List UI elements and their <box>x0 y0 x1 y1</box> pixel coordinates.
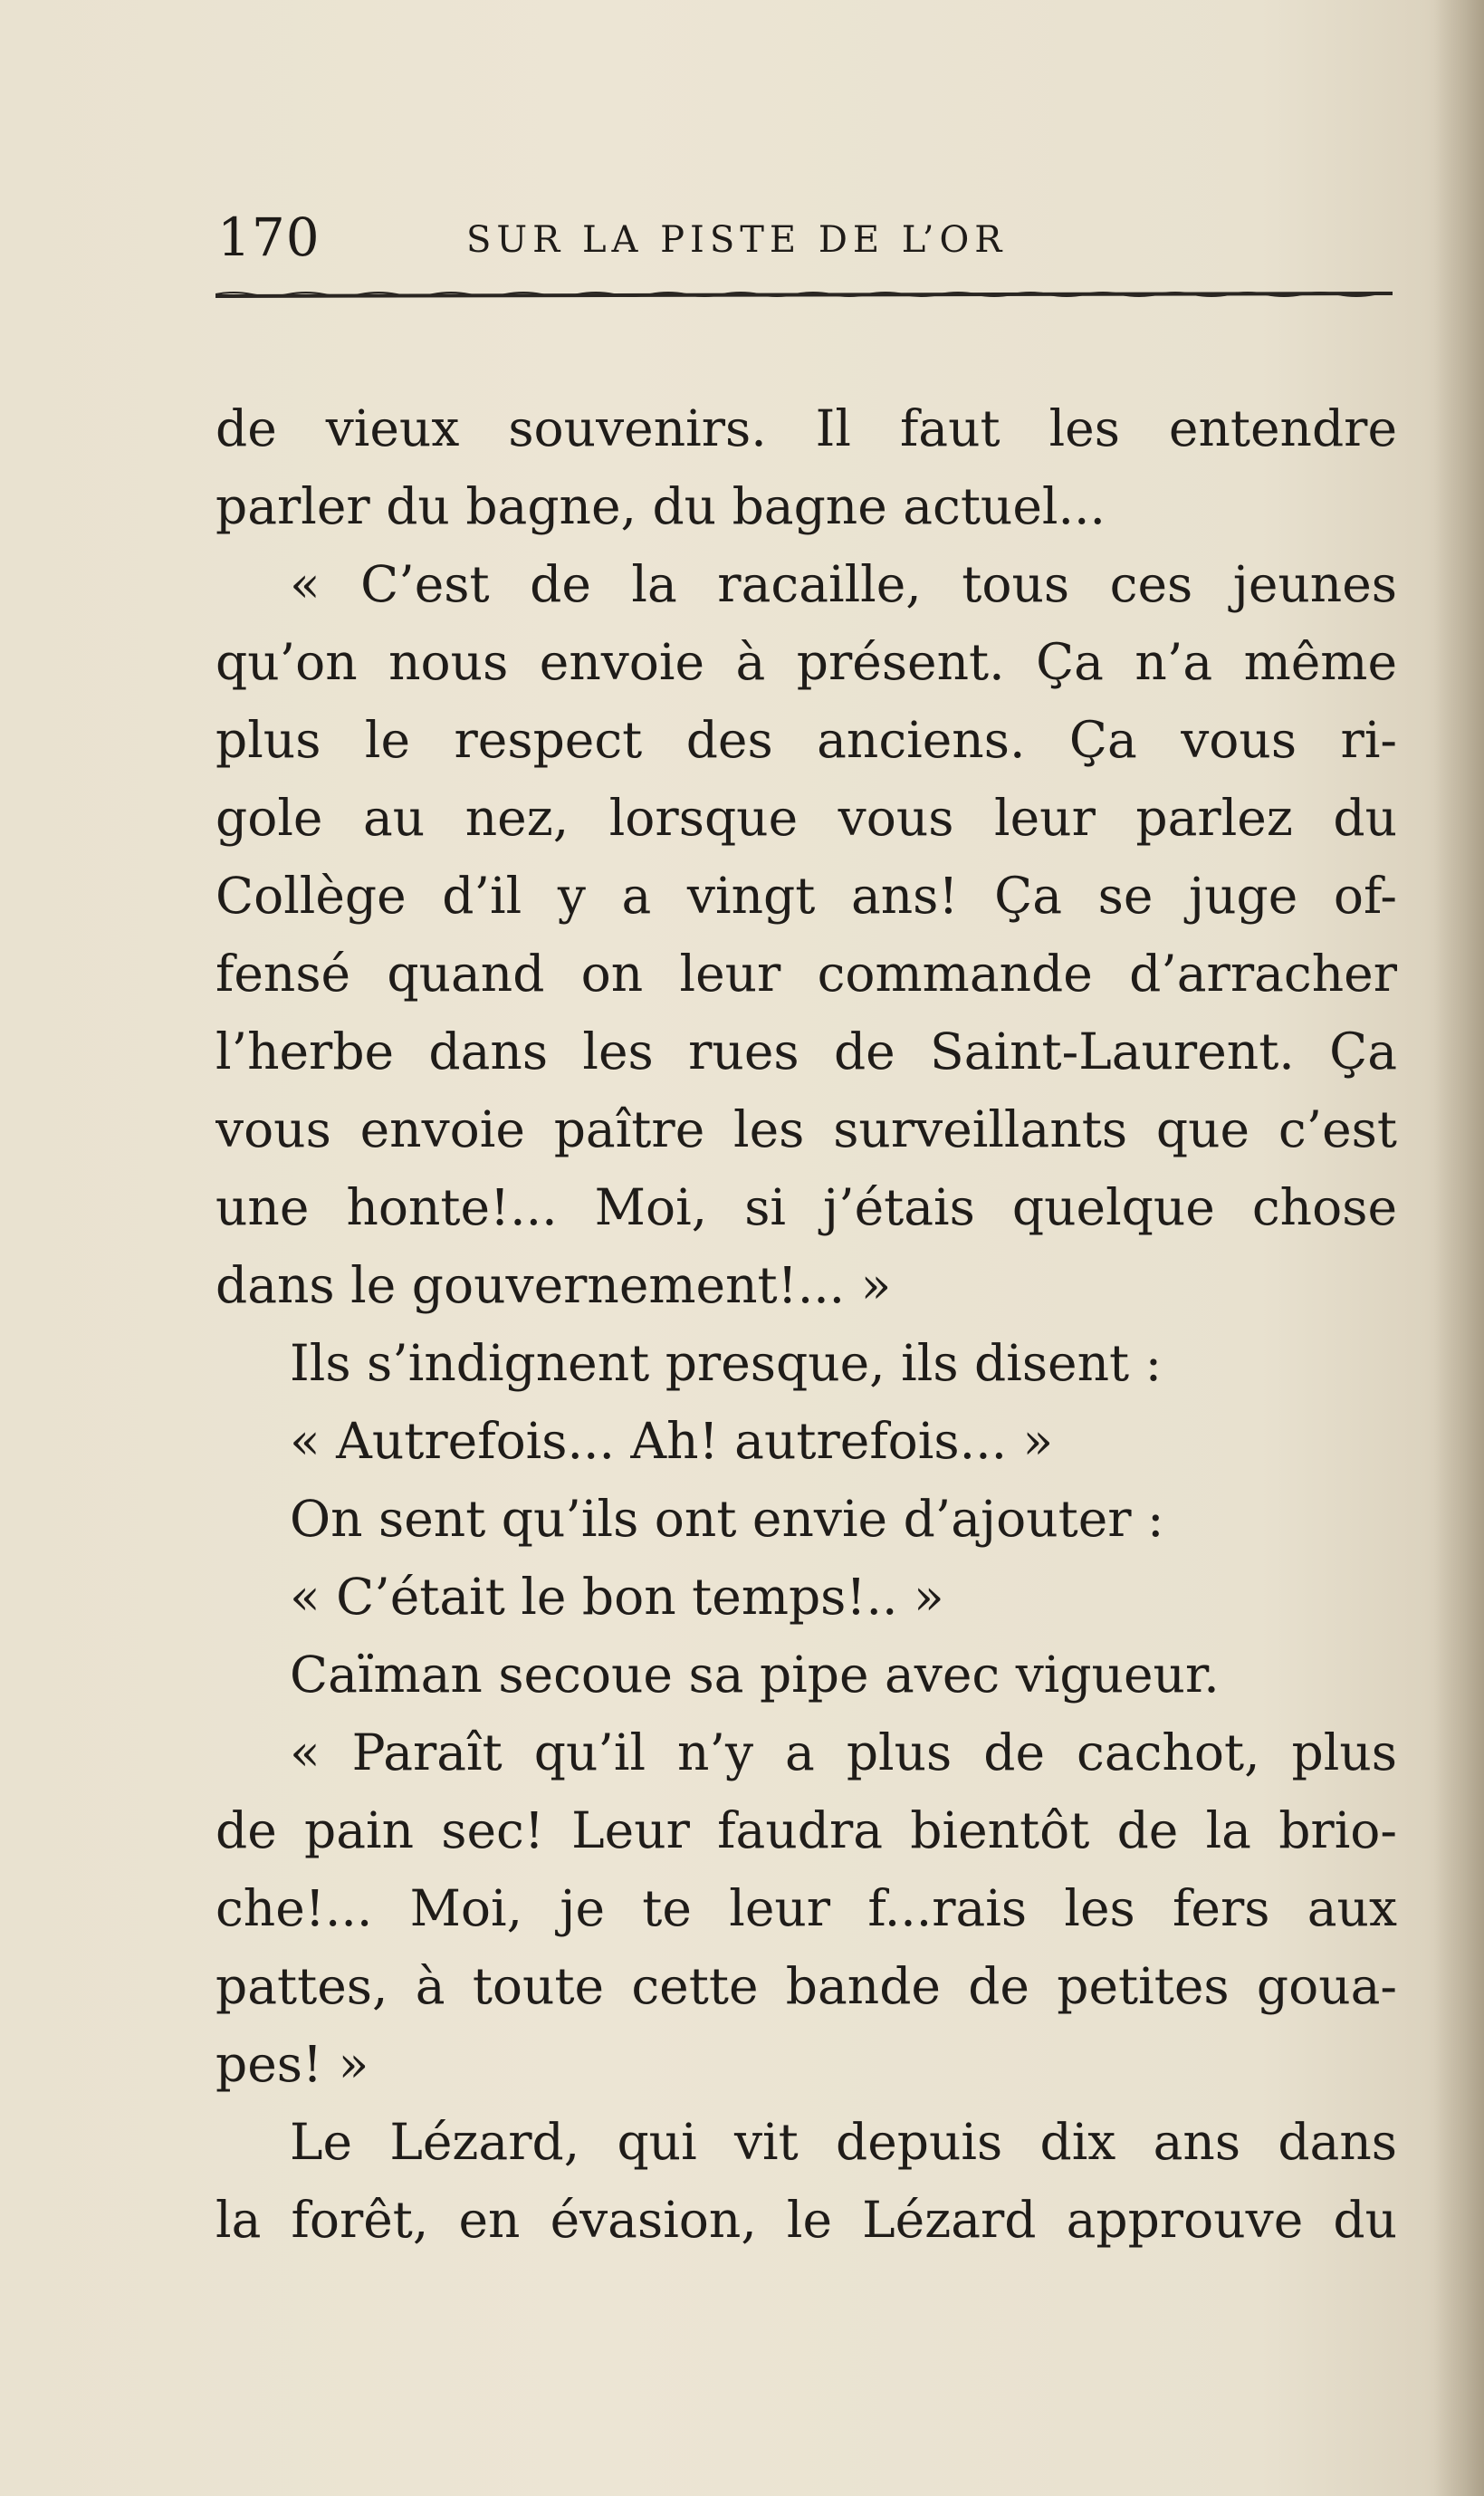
text-line: l’herbe dans les rues de Saint-Laurent. Ça <box>215 1022 1397 1080</box>
text-line: « Paraît qu’il n’y a plus de cachot, plus <box>290 1723 1397 1781</box>
text-line: Ils s’indignent presque, ils disent : <box>290 1334 1163 1392</box>
text-line: qu’on nous envoie à présent. Ça n’a même <box>215 633 1397 691</box>
text-line: Le Lézard, qui vit depuis dix ans dans <box>290 2113 1397 2171</box>
text-line: vous envoie paître les surveillants que c’est <box>215 1100 1397 1158</box>
running-head: SUR LA PISTE DE L’OR <box>466 219 1008 261</box>
text-line: parler du bagne, du bagne actuel... <box>215 477 1106 535</box>
text-line: pattes, à toute cette bande de petites goua- <box>215 1957 1397 2015</box>
text-line: la forêt, en évasion, le Lézard approuve du <box>215 2191 1397 2249</box>
text-line: Collège d’il y a vingt ans! Ça se juge of- <box>215 867 1397 925</box>
text-line: « C’était le bon temps!.. » <box>290 1568 944 1626</box>
text-line: che!... Moi, je te leur f...rais les fers aux <box>215 1879 1397 1937</box>
text-line: de pain sec! Leur faudra bientôt de la brio- <box>215 1801 1397 1859</box>
text-line: Caïman secoue sa pipe avec vigueur. <box>290 1646 1220 1704</box>
text-line: plus le respect des anciens. Ça vous ri- <box>215 711 1397 769</box>
text-line: dans le gouvernement!... » <box>215 1256 892 1314</box>
header-rule <box>215 288 1393 301</box>
body-text <box>215 389 1397 2259</box>
text-line: On sent qu’ils ont envie d’ajouter : <box>290 1490 1164 1548</box>
text-line: de vieux souvenirs. Il faut les entendre <box>215 399 1397 457</box>
text-line: « C’est de la racaille, tous ces jeunes <box>290 555 1397 613</box>
page-header <box>217 201 1394 283</box>
text-line: une honte!... Moi, si j’étais quelque chose <box>215 1178 1397 1236</box>
page-edge-shadow <box>1434 0 1484 2496</box>
text-line: pes! » <box>215 2035 369 2093</box>
text-line: gole au nez, lorsque vous leur parlez du <box>215 789 1397 847</box>
text-line: fensé quand on leur commande d’arracher <box>215 945 1397 1003</box>
text-line: « Autrefois... Ah! autrefois... » <box>290 1412 1054 1470</box>
page-number: 170 <box>217 206 321 268</box>
